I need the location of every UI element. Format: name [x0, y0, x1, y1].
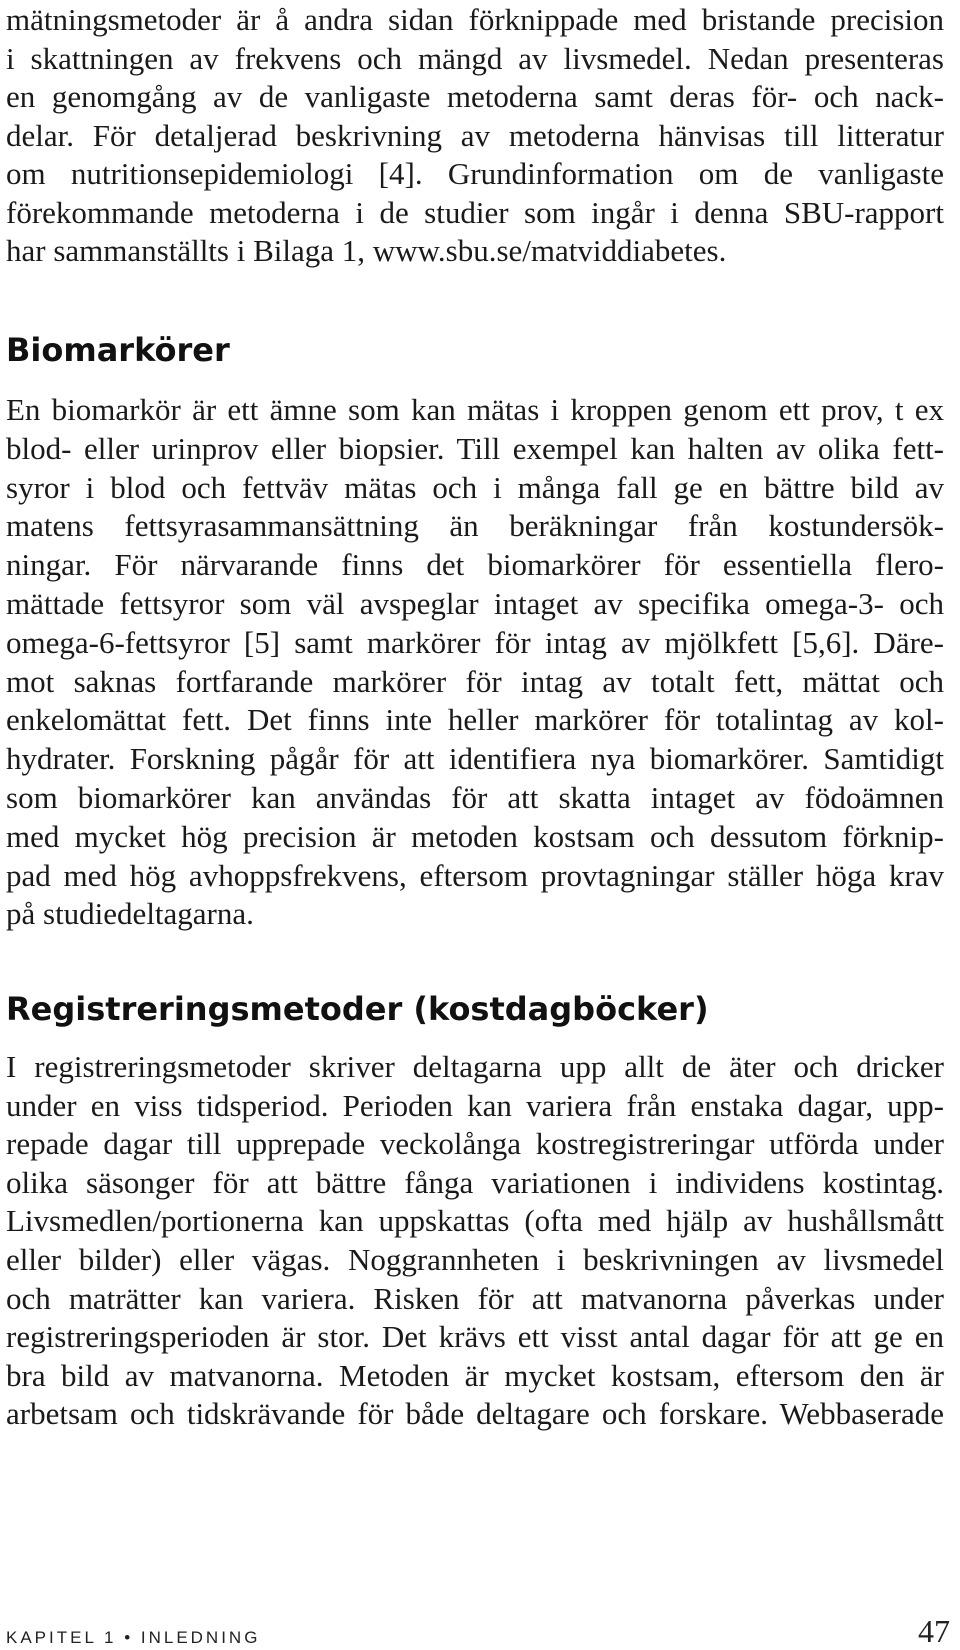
heading-registration-methods: Registreringsmetoder (kostdagböcker)	[6, 990, 709, 1028]
text-line: matens fettsyrasammansättning än beräkningar från kostundersök-	[6, 508, 944, 544]
text-line: under en viss tidsperiod. Perioden kan variera från enstaka dagar, upp-	[6, 1087, 944, 1123]
text-line: mättade fettsyror som väl avspeglar intaget av specifika omega-3- och	[6, 586, 944, 621]
text-line: pad med hög avhoppsfrekvens, eftersom provtagningar ställer höga krav	[6, 857, 944, 893]
text-line: och maträtter kan variera. Risken för att matvanorna påverkas under	[6, 1280, 944, 1316]
text-line: Livsmedlen/portionerna kan uppskattas (ofta med hjälp av hushållsmått	[6, 1203, 944, 1239]
text-line: mot saknas fortfarande markörer för intag av totalt fett, mättat och	[6, 663, 944, 699]
text-line: hydrater. Forskning pågår för att identifiera nya biomarkörer. Samtidigt	[6, 741, 944, 777]
text-line: om nutritionsepidemiologi [4]. Grundinformation om de vanligaste	[6, 156, 944, 191]
text-line: bra bild av matvanorna. Metoden är mycket kostsam, eftersom den är	[6, 1357, 944, 1393]
text-line: enkelomättat fett. Det finns inte heller markörer för totalintag av kol-	[6, 702, 944, 738]
heading-biomarkers: Biomarkörer	[6, 331, 230, 369]
text-line: mätningsmetoder är å andra sidan förknippade med bristande precision	[6, 2, 944, 37]
text-line: på studiedeltagarna.	[6, 896, 254, 932]
text-line: en genomgång av de vanligaste metoderna samt deras för- och nack-	[6, 79, 944, 114]
running-footer-chapter: KAPITEL 1 • INLEDNING	[6, 1628, 261, 1647]
text-line: I registreringsmetoder skriver deltagarna upp allt de äter och dricker	[6, 1049, 944, 1084]
text-line: syror i blod och fettväv mätas och i många fall ge en bättre bild av	[6, 469, 944, 505]
text-line: förekommande metoderna i de studier som ingår i denna SBU-rapport	[6, 194, 944, 230]
text-line: ningar. För närvarande finns det biomarkörer för essentiella flero-	[6, 547, 944, 583]
text-line: blod- eller urinprov eller biopsier. Till exempel kan halten av olika fett-	[6, 430, 944, 466]
text-line: repade dagar till upprepade veckolånga kostregistreringar utförda under	[6, 1126, 944, 1162]
document-page	[6, 0, 950, 1647]
text-line: registreringsperioden är stor. Det krävs ett visst antal dagar för att ge en	[6, 1319, 944, 1355]
text-line: delar. För detaljerad beskrivning av metoderna hänvisas till litteratur	[6, 117, 944, 153]
text-line: med mycket hög precision är metoden kostsam och dessutom förknip-	[6, 818, 944, 854]
text-line: som biomarkörer kan användas för att skatta intaget av födoämnen	[6, 780, 944, 815]
text-line: olika säsonger för att bättre fånga variationen i individens kostintag.	[6, 1164, 944, 1200]
text-line: omega-6-fettsyror [5] samt markörer för intag av mjölkfett [5,6]. Däre-	[6, 624, 944, 660]
text-line: arbetsam och tidskrävande för både deltagare och forskare. Webbaserade	[6, 1396, 944, 1432]
text-line: i skattningen av frekvens och mängd av livsmedel. Nedan presenteras	[6, 40, 944, 76]
text-line: har sammanställts i Bilaga 1, www.sbu.se/matviddiabetes.	[6, 233, 727, 268]
page-number: 47	[918, 1613, 950, 1649]
text-line: En biomarkör är ett ämne som kan mätas i kroppen genom ett prov, t ex	[6, 392, 944, 427]
text-line: eller bilder) eller vägas. Noggrannheten i beskrivningen av livsmedel	[6, 1242, 944, 1277]
